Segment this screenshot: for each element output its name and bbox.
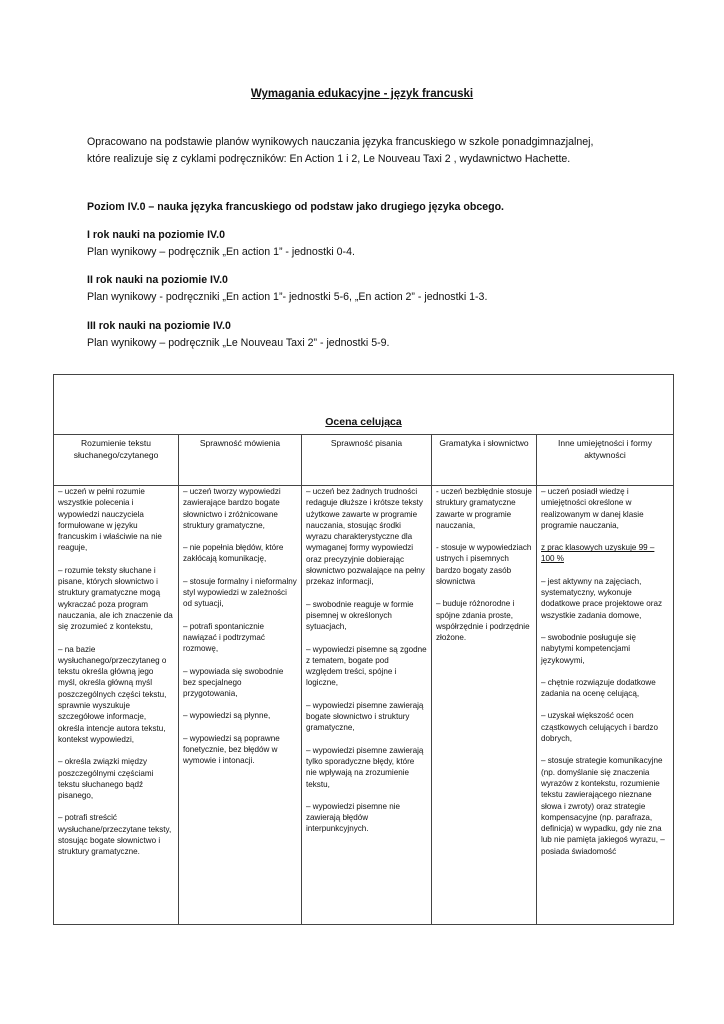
list-item: – wypowiedzi są poprawne fonetycznie, bez błędów w wymowie i intonacji. <box>183 733 280 766</box>
list-item: – uczeń bez żadnych trudności redaguje dłuższe i krótsze teksty użytkowe zawarte w programie nauczania, stosując środki wyrazu charakterystyczne dla wymaganej formy wypowiedzi oraz precyzyjnie dobierając słownictwo pozwalające na pełny przekaz informacji, <box>306 487 425 587</box>
list-item: – wypowiedzi pisemne zawierają bogate słownictwo i struktury gramatyczne, <box>306 700 424 733</box>
list-item: – wypowiedzi pisemne zawierają tylko sporadyczne błędy, które nie wpływają na zrozumienie tekstu, <box>306 745 424 789</box>
document-title: Wymagania edukacyjne - język francuski <box>250 88 474 100</box>
list-item: – buduje różnorodne i spójne zdania proste, współrzędnie i podrzędnie złożone. <box>436 599 530 643</box>
list-item: – uczeń tworzy wypowiedzi zawierające bardzo bogate słownictwo i zróżnicowane struktury gramatyczne, <box>183 487 281 530</box>
list-item: – wypowiedzi pisemne nie zawierają błędów interpunkcyjnych. <box>306 801 401 834</box>
list-item: – stosuje strategie komunikacyjne (np. domyślanie się znaczenia wyrazów z kontekstu, rozumienie tekstu zawierającego nieznane słowa i zwroty) oraz strategie kompensacyjne (np. parafraza, definicja) w wypadku, gdy nie zna lub nie pamięta jakiegoś wyrazu, – posiada świadomość <box>541 756 665 856</box>
year-1-plan: Plan wynikowy – podręcznik „En action 1” - jednostki 0-4. <box>87 246 355 258</box>
column-writing <box>302 486 432 925</box>
requirements-table <box>53 374 673 934</box>
list-item: – wypowiedzi są płynne, <box>183 711 271 721</box>
level-heading: Poziom IV.0 – nauka języka francuskiego od podstaw jako drugiego języka obcego. <box>87 201 505 213</box>
list-item: – swobodnie reaguje w formie pisemnej w określonych sytuacjach, <box>306 599 414 632</box>
year-1-block <box>87 227 355 261</box>
column-header-other: Inne umiejętności i formy aktywności <box>537 435 674 486</box>
list-item: – chętnie rozwiązuje dodatkowe zadania na ocenę celującą, <box>541 677 656 699</box>
grade-heading: Ocena celująca <box>54 375 674 435</box>
list-item: – potrafi spontanicznie nawiązać i podtrzymać rozmowę, <box>183 621 265 654</box>
column-header-listening: Rozumienie tekstu słuchanego/czytanego <box>54 435 179 486</box>
year-2-block <box>87 272 487 306</box>
column-listening <box>54 486 179 925</box>
list-item: – rozumie teksty słuchane i pisane, których słownictwo i struktury gramatyczne mogą wykraczać poza program nauczania, ale ich znaczenie da się zrozumieć z kontekstu, <box>58 565 173 632</box>
list-item: – uzyskał większość ocen cząstkowych celujących i bardzo dobrych, <box>541 711 658 744</box>
intro-line-1: Opracowano na podstawie planów wynikowych nauczania języka francuskiego w szkole ponadgimnazjalnej, <box>87 136 594 148</box>
list-item: – stosuje formalny i nieformalny styl wypowiedzi w zależności od sytuacji, <box>183 576 297 609</box>
year-2-heading: II rok nauki na poziomie IV.0 <box>87 274 228 286</box>
column-grammar <box>432 486 537 925</box>
list-item: – uczeń w pełni rozumie wszystkie polecenia i wypowiedzi nauczyciela formułowane w języku francuskim i właściwie na nie reaguje, <box>58 487 162 553</box>
column-header-writing: Sprawność pisania <box>302 435 432 486</box>
column-speaking <box>179 486 302 925</box>
column-header-speaking: Sprawność mówienia <box>179 435 302 486</box>
intro-paragraph <box>87 134 647 168</box>
list-item: - uczeń bezbłędnie stosuje struktury gramatyczne zawarte w programie nauczania, <box>436 487 532 530</box>
column-header-grammar: Gramatyka i słownictwo <box>432 435 537 486</box>
list-item: – uczeń posiadł wiedzę i umiejętności określone w realizowanym w danej klasie programie nauczania, <box>541 487 644 530</box>
list-item: – nie popełnia błędów, które zakłócają komunikację, <box>183 543 284 564</box>
list-item: – określa związki między poszczególnymi częściami tekstu słuchanego bądź pisanego, <box>58 757 154 801</box>
year-2-plan: Plan wynikowy - podręczniki „En action 1”- jednostki 5-6, „En action 2” - jednostki 1-3. <box>87 291 488 303</box>
year-3-block <box>87 318 389 352</box>
column-other <box>537 486 674 925</box>
list-item: – jest aktywny na zajęciach, systematyczny, wykonuje dodatkowe prace projektowe oraz wszystkie zadania domowe, <box>541 576 663 620</box>
list-item: – wypowiada się swobodnie bez specjalnego przygotowania, <box>183 666 284 699</box>
list-item-test-score: z prac klasowych uzyskuje 99 – 100 % <box>541 543 655 564</box>
list-item: – wypowiedzi pisemne są zgodne z tematem, bogate pod względem treści, spójne i logiczne, <box>306 644 427 688</box>
year-3-heading: III rok nauki na poziomie IV.0 <box>87 320 231 332</box>
intro-line-2: które realizuje się z cyklami podręczników: En Action 1 i 2, Le Nouveau Taxi 2 , wydawnictwo Hachette. <box>87 153 571 165</box>
year-3-plan: Plan wynikowy – podręcznik „Le Nouveau Taxi 2” - jednostki 5-9. <box>87 337 390 349</box>
list-item: – na bazie wysłuchanego/przeczytaneg o tekstu określa główną jego myśl, określa główną myśl poszczególnych części tekstu, sprawnie wyszukuje szczegółowe informacje, określa intencje autora tekstu, kontekst wypowiedzi, <box>58 644 167 744</box>
year-1-heading: I rok nauki na poziomie IV.0 <box>87 229 225 241</box>
list-item: - stosuje w wypowiedziach ustnych i pisemnych bardzo bogaty zasób słownictwa <box>436 543 532 587</box>
list-item: – swobodnie posługuje się nabytymi kompetencjami językowymi, <box>541 632 636 665</box>
list-item: – potrafi streścić wysłuchane/przeczytane teksty, stosując bogate słownictwo i struktury gramatyczne. <box>58 813 172 857</box>
